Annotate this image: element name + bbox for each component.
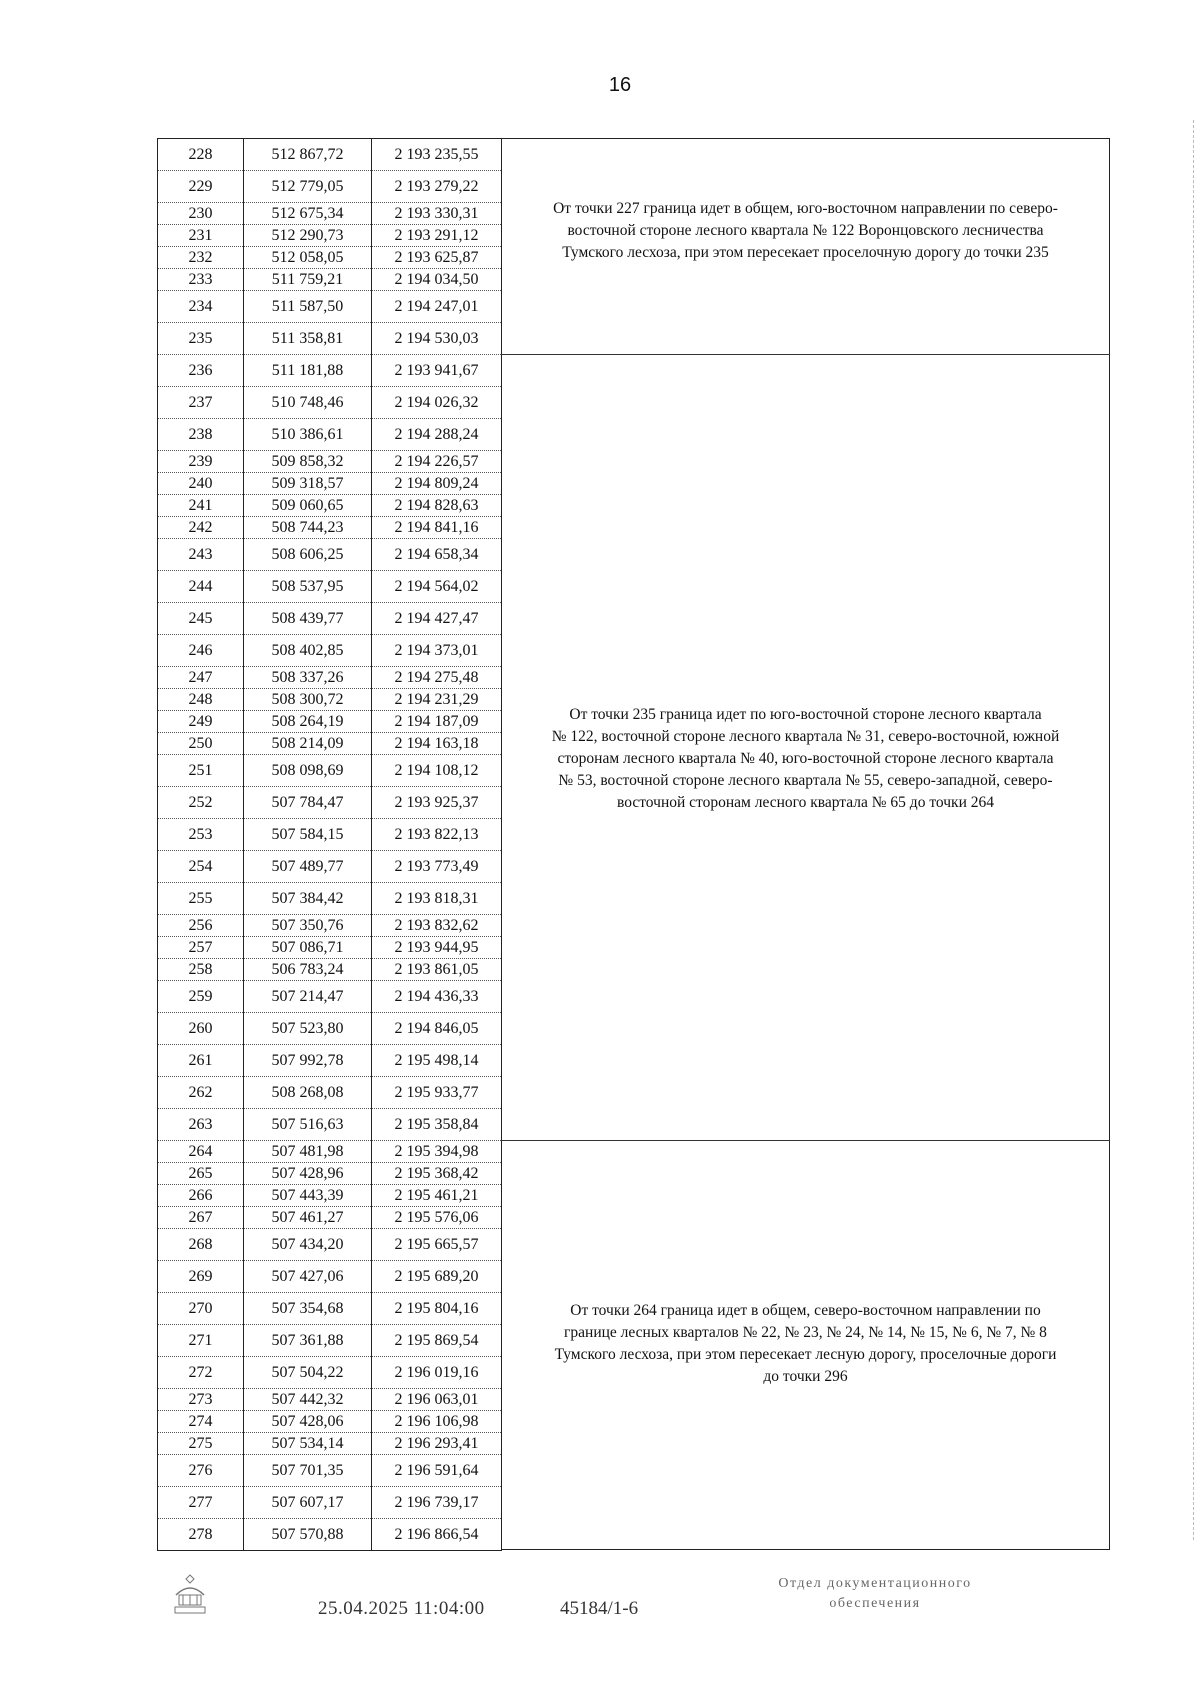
y-coordinate-cell: 2 196 106,98: [372, 1411, 502, 1433]
point-number-cell: 263: [158, 1109, 244, 1141]
point-number-cell: 230: [158, 203, 244, 225]
x-coordinate-cell: 512 779,05: [244, 171, 372, 203]
x-coordinate-cell: 507 384,42: [244, 883, 372, 915]
point-number-cell: 264: [158, 1141, 244, 1163]
x-coordinate-cell: 507 481,98: [244, 1141, 372, 1163]
x-coordinate-cell: 512 058,05: [244, 247, 372, 269]
x-coordinate-cell: 509 318,57: [244, 473, 372, 495]
y-coordinate-cell: 2 194 530,03: [372, 323, 502, 355]
y-coordinate-cell: 2 194 809,24: [372, 473, 502, 495]
page-edge-dashes: [1193, 120, 1194, 1540]
description-line: границе лесных кварталов № 22, № 23, № 24, № 14, № 15, № 6, № 7, № 8: [564, 1324, 1047, 1341]
table-row: [158, 1357, 502, 1389]
table-row: [158, 915, 502, 937]
point-number-cell: 240: [158, 473, 244, 495]
x-coordinate-cell: 507 214,47: [244, 981, 372, 1013]
x-coordinate-cell: 507 701,35: [244, 1455, 372, 1487]
point-number-cell: 259: [158, 981, 244, 1013]
y-coordinate-cell: 2 193 625,87: [372, 247, 502, 269]
footer-datetime: 25.04.2025 11:04:00: [318, 1598, 485, 1619]
point-number-cell: 251: [158, 755, 244, 787]
y-coordinate-cell: 2 193 279,22: [372, 171, 502, 203]
y-coordinate-cell: 2 196 591,64: [372, 1455, 502, 1487]
x-coordinate-cell: 512 867,72: [244, 139, 372, 171]
x-coordinate-cell: 507 354,68: [244, 1293, 372, 1325]
y-coordinate-cell: 2 194 288,24: [372, 419, 502, 451]
point-number-cell: 278: [158, 1519, 244, 1551]
point-number-cell: 228: [158, 139, 244, 171]
point-number-cell: 235: [158, 323, 244, 355]
point-number-cell: 266: [158, 1185, 244, 1207]
table-row: [158, 981, 502, 1013]
point-number-cell: 275: [158, 1433, 244, 1455]
stamp-line: Отдел документационного: [778, 1576, 972, 1591]
table-row: [158, 1519, 502, 1551]
y-coordinate-cell: 2 194 427,47: [372, 603, 502, 635]
point-number-cell: 276: [158, 1455, 244, 1487]
point-number-cell: 270: [158, 1293, 244, 1325]
point-number-cell: 273: [158, 1389, 244, 1411]
y-coordinate-cell: 2 193 925,37: [372, 787, 502, 819]
point-number-cell: 247: [158, 667, 244, 689]
x-coordinate-cell: 508 744,23: [244, 517, 372, 539]
table-row: [158, 1077, 502, 1109]
y-coordinate-cell: 2 196 019,16: [372, 1357, 502, 1389]
table-row: [158, 733, 502, 755]
x-coordinate-cell: 507 504,22: [244, 1357, 372, 1389]
point-number-cell: 258: [158, 959, 244, 981]
x-coordinate-cell: 508 268,08: [244, 1077, 372, 1109]
y-coordinate-cell: 2 195 804,16: [372, 1293, 502, 1325]
point-number-cell: 241: [158, 495, 244, 517]
y-coordinate-cell: 2 193 291,12: [372, 225, 502, 247]
table-row: [158, 1141, 502, 1163]
description-separator: [501, 1140, 1110, 1141]
description-line: сторонам лесного квартала № 40, юго-восточной стороне лесного квартала: [557, 750, 1054, 767]
table-row: [158, 787, 502, 819]
x-coordinate-cell: 507 516,63: [244, 1109, 372, 1141]
y-coordinate-cell: 2 194 658,34: [372, 539, 502, 571]
point-number-cell: 234: [158, 291, 244, 323]
description-separator: [501, 354, 1110, 355]
x-coordinate-cell: 511 358,81: [244, 323, 372, 355]
table-row: [158, 171, 502, 203]
table-row: [158, 755, 502, 787]
x-coordinate-cell: 507 428,96: [244, 1163, 372, 1185]
y-coordinate-cell: 2 195 689,20: [372, 1261, 502, 1293]
point-number-cell: 269: [158, 1261, 244, 1293]
table-row: [158, 635, 502, 667]
y-coordinate-cell: 2 194 846,05: [372, 1013, 502, 1045]
x-coordinate-cell: 507 784,47: [244, 787, 372, 819]
x-coordinate-cell: 509 858,32: [244, 451, 372, 473]
table-row: [158, 667, 502, 689]
table-row: [158, 1261, 502, 1293]
table-row: [158, 387, 502, 419]
point-number-cell: 229: [158, 171, 244, 203]
table-row: [158, 225, 502, 247]
description-line: восточной стороне лесного квартала № 122 Воронцовского лесничества: [567, 222, 1044, 239]
x-coordinate-cell: 507 607,17: [244, 1487, 372, 1519]
y-coordinate-cell: 2 193 944,95: [372, 937, 502, 959]
x-coordinate-cell: 508 402,85: [244, 635, 372, 667]
y-coordinate-cell: 2 193 330,31: [372, 203, 502, 225]
point-number-cell: 249: [158, 711, 244, 733]
table-row: [158, 269, 502, 291]
x-coordinate-cell: 507 570,88: [244, 1519, 372, 1551]
x-coordinate-cell: 507 489,77: [244, 851, 372, 883]
x-coordinate-cell: 507 427,06: [244, 1261, 372, 1293]
coordinates-table-body: [158, 139, 502, 1551]
table-row: [158, 603, 502, 635]
point-number-cell: 277: [158, 1487, 244, 1519]
x-coordinate-cell: 507 434,20: [244, 1229, 372, 1261]
table-row: [158, 819, 502, 851]
table-row: [158, 1229, 502, 1261]
point-number-cell: 238: [158, 419, 244, 451]
y-coordinate-cell: 2 196 866,54: [372, 1519, 502, 1551]
description-line: От точки 227 граница идет в общем, юго-восточном направлении по северо-: [553, 200, 1058, 217]
x-coordinate-cell: 510 748,46: [244, 387, 372, 419]
point-number-cell: 274: [158, 1411, 244, 1433]
x-coordinate-cell: 508 098,69: [244, 755, 372, 787]
stamp-line: обеспечения: [829, 1596, 921, 1611]
table-row: [158, 1045, 502, 1077]
description-line: От точки 264 граница идет в общем, северо-восточном направлении по: [570, 1302, 1041, 1319]
y-coordinate-cell: 2 194 026,32: [372, 387, 502, 419]
y-coordinate-cell: 2 195 394,98: [372, 1141, 502, 1163]
x-coordinate-cell: 508 264,19: [244, 711, 372, 733]
y-coordinate-cell: 2 196 293,41: [372, 1433, 502, 1455]
x-coordinate-cell: 508 300,72: [244, 689, 372, 711]
table-row: [158, 1013, 502, 1045]
x-coordinate-cell: 511 759,21: [244, 269, 372, 291]
point-number-cell: 260: [158, 1013, 244, 1045]
y-coordinate-cell: 2 195 933,77: [372, 1077, 502, 1109]
x-coordinate-cell: 507 992,78: [244, 1045, 372, 1077]
point-number-cell: 242: [158, 517, 244, 539]
table-row: [158, 473, 502, 495]
point-number-cell: 253: [158, 819, 244, 851]
table-row: [158, 1207, 502, 1229]
x-coordinate-cell: 507 523,80: [244, 1013, 372, 1045]
y-coordinate-cell: 2 195 358,84: [372, 1109, 502, 1141]
x-coordinate-cell: 507 086,71: [244, 937, 372, 959]
y-coordinate-cell: 2 194 828,63: [372, 495, 502, 517]
table-row: [158, 851, 502, 883]
point-number-cell: 254: [158, 851, 244, 883]
x-coordinate-cell: 511 181,88: [244, 355, 372, 387]
y-coordinate-cell: 2 196 739,17: [372, 1487, 502, 1519]
point-number-cell: 232: [158, 247, 244, 269]
table-row: [158, 1433, 502, 1455]
y-coordinate-cell: 2 193 773,49: [372, 851, 502, 883]
x-coordinate-cell: 507 350,76: [244, 915, 372, 937]
emblem-icon: [170, 1571, 210, 1617]
point-number-cell: 250: [158, 733, 244, 755]
y-coordinate-cell: 2 194 247,01: [372, 291, 502, 323]
table-row: [158, 1109, 502, 1141]
table-row: [158, 1455, 502, 1487]
y-coordinate-cell: 2 195 869,54: [372, 1325, 502, 1357]
table-row: [158, 517, 502, 539]
y-coordinate-cell: 2 193 818,31: [372, 883, 502, 915]
coordinates-table: [157, 138, 502, 1551]
x-coordinate-cell: 511 587,50: [244, 291, 372, 323]
x-coordinate-cell: 512 290,73: [244, 225, 372, 247]
y-coordinate-cell: 2 194 108,12: [372, 755, 502, 787]
point-number-cell: 265: [158, 1163, 244, 1185]
y-coordinate-cell: 2 195 576,06: [372, 1207, 502, 1229]
y-coordinate-cell: 2 194 564,02: [372, 571, 502, 603]
point-number-cell: 233: [158, 269, 244, 291]
table-row: [158, 1487, 502, 1519]
table-row: [158, 139, 502, 171]
y-coordinate-cell: 2 194 034,50: [372, 269, 502, 291]
y-coordinate-cell: 2 196 063,01: [372, 1389, 502, 1411]
description-line: восточной сторонам лесного квартала № 65 до точки 264: [617, 794, 994, 811]
table-row: [158, 1325, 502, 1357]
point-number-cell: 245: [158, 603, 244, 635]
x-coordinate-cell: 509 060,65: [244, 495, 372, 517]
point-number-cell: 262: [158, 1077, 244, 1109]
point-number-cell: 248: [158, 689, 244, 711]
point-number-cell: 257: [158, 937, 244, 959]
point-number-cell: 246: [158, 635, 244, 667]
y-coordinate-cell: 2 195 498,14: [372, 1045, 502, 1077]
point-number-cell: 244: [158, 571, 244, 603]
table-row: [158, 883, 502, 915]
description-line: Тумского лесхоза, при этом пересекает лесную дорогу, проселочные дороги: [554, 1346, 1057, 1363]
table-row: [158, 1163, 502, 1185]
x-coordinate-cell: 510 386,61: [244, 419, 372, 451]
table-row: [158, 323, 502, 355]
y-coordinate-cell: 2 193 861,05: [372, 959, 502, 981]
table-row: [158, 247, 502, 269]
y-coordinate-cell: 2 194 163,18: [372, 733, 502, 755]
x-coordinate-cell: 507 461,27: [244, 1207, 372, 1229]
description-line: до точки 296: [763, 1368, 848, 1385]
table-row: [158, 419, 502, 451]
table-row: [158, 203, 502, 225]
table-row: [158, 1185, 502, 1207]
x-coordinate-cell: 507 442,32: [244, 1389, 372, 1411]
table-row: [158, 959, 502, 981]
y-coordinate-cell: 2 193 822,13: [372, 819, 502, 851]
table-row: [158, 291, 502, 323]
table-row: [158, 711, 502, 733]
y-coordinate-cell: 2 194 187,09: [372, 711, 502, 733]
description-line: Тумского лесхоза, при этом пересекает проселочную дорогу до точки 235: [562, 244, 1049, 261]
y-coordinate-cell: 2 193 832,62: [372, 915, 502, 937]
x-coordinate-cell: 508 337,26: [244, 667, 372, 689]
x-coordinate-cell: 507 428,06: [244, 1411, 372, 1433]
table-row: [158, 571, 502, 603]
point-number-cell: 239: [158, 451, 244, 473]
table-row: [158, 539, 502, 571]
point-number-cell: 267: [158, 1207, 244, 1229]
page-number: 16: [608, 74, 632, 96]
y-coordinate-cell: 2 194 275,48: [372, 667, 502, 689]
x-coordinate-cell: 507 584,15: [244, 819, 372, 851]
y-coordinate-cell: 2 195 368,42: [372, 1163, 502, 1185]
y-coordinate-cell: 2 193 235,55: [372, 139, 502, 171]
x-coordinate-cell: 507 443,39: [244, 1185, 372, 1207]
table-row: [158, 1293, 502, 1325]
table-row: [158, 1411, 502, 1433]
x-coordinate-cell: 507 534,14: [244, 1433, 372, 1455]
table-row: [158, 355, 502, 387]
description-text: [503, 704, 1108, 814]
x-coordinate-cell: 512 675,34: [244, 203, 372, 225]
x-coordinate-cell: 506 783,24: [244, 959, 372, 981]
point-number-cell: 236: [158, 355, 244, 387]
x-coordinate-cell: 508 537,95: [244, 571, 372, 603]
point-number-cell: 231: [158, 225, 244, 247]
description-text: [503, 1300, 1108, 1388]
point-number-cell: 256: [158, 915, 244, 937]
description-line: № 53, восточной стороне лесного квартала № 55, северо-западной, северо-: [558, 772, 1053, 789]
point-number-cell: 252: [158, 787, 244, 819]
table-row: [158, 1389, 502, 1411]
point-number-cell: 261: [158, 1045, 244, 1077]
y-coordinate-cell: 2 195 461,21: [372, 1185, 502, 1207]
table-row: [158, 451, 502, 473]
description-text: [503, 198, 1108, 264]
department-stamp: [720, 1574, 1030, 1614]
y-coordinate-cell: 2 194 231,29: [372, 689, 502, 711]
table-row: [158, 689, 502, 711]
table-row: [158, 495, 502, 517]
y-coordinate-cell: 2 194 373,01: [372, 635, 502, 667]
x-coordinate-cell: 508 606,25: [244, 539, 372, 571]
point-number-cell: 243: [158, 539, 244, 571]
x-coordinate-cell: 508 439,77: [244, 603, 372, 635]
point-number-cell: 237: [158, 387, 244, 419]
x-coordinate-cell: 508 214,09: [244, 733, 372, 755]
footer-document-number: 45184/1-6: [560, 1598, 639, 1619]
table-row: [158, 937, 502, 959]
point-number-cell: 268: [158, 1229, 244, 1261]
description-line: № 122, восточной стороне лесного квартала № 31, северо-восточной, южной: [551, 728, 1060, 745]
y-coordinate-cell: 2 194 226,57: [372, 451, 502, 473]
y-coordinate-cell: 2 194 841,16: [372, 517, 502, 539]
point-number-cell: 255: [158, 883, 244, 915]
y-coordinate-cell: 2 195 665,57: [372, 1229, 502, 1261]
description-line: От точки 235 граница идет по юго-восточной стороне лесного квартала: [569, 706, 1042, 723]
point-number-cell: 271: [158, 1325, 244, 1357]
y-coordinate-cell: 2 194 436,33: [372, 981, 502, 1013]
y-coordinate-cell: 2 193 941,67: [372, 355, 502, 387]
point-number-cell: 272: [158, 1357, 244, 1389]
x-coordinate-cell: 507 361,88: [244, 1325, 372, 1357]
